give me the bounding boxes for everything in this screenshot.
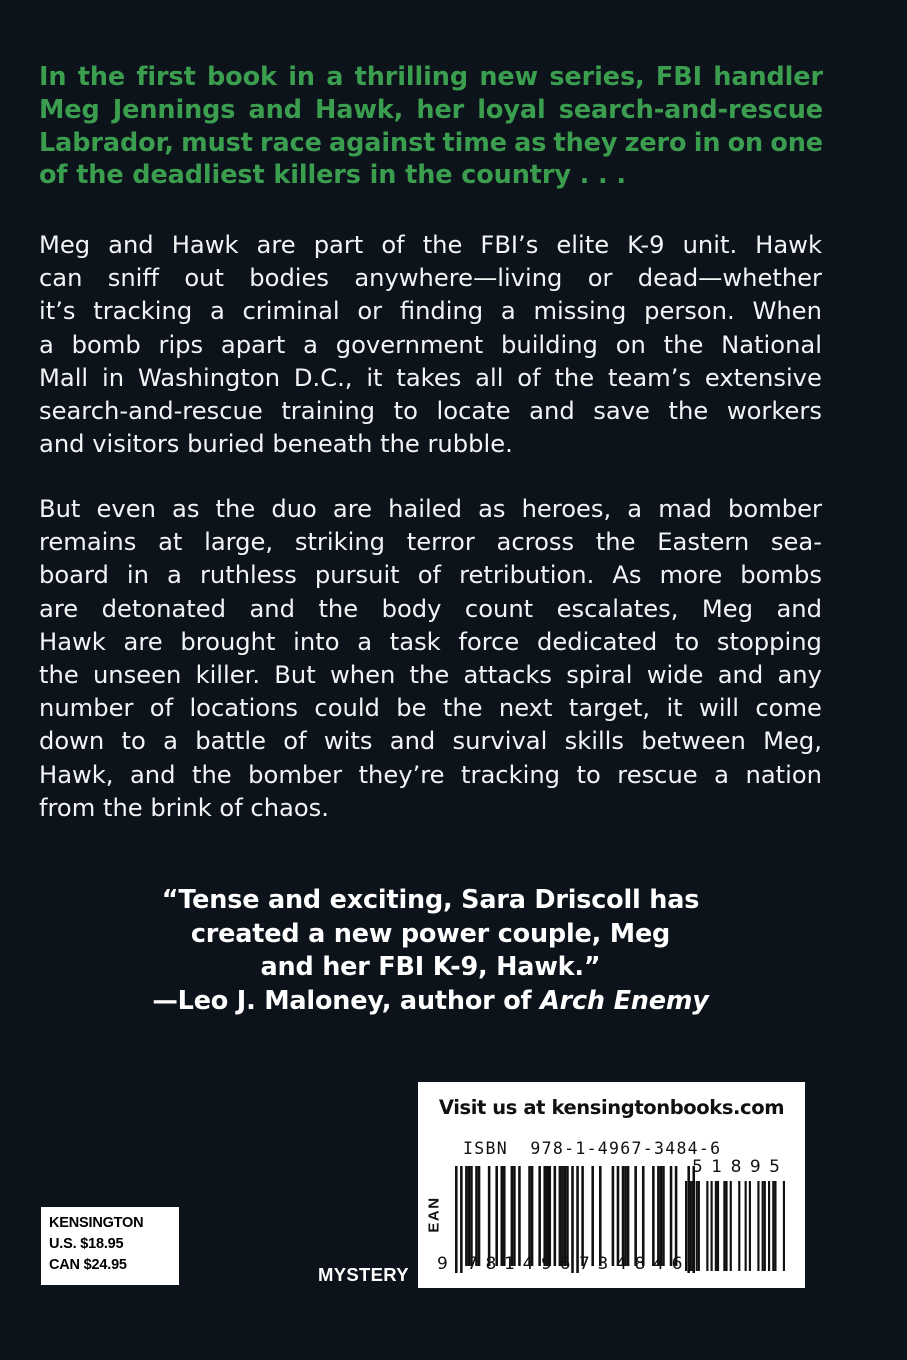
text-line — [39, 659, 822, 692]
word: As — [612, 561, 642, 590]
word: FBI — [655, 62, 702, 92]
word: a — [326, 62, 344, 92]
word: zero — [624, 127, 687, 158]
ean5-addon-barcode-bars — [685, 1181, 785, 1271]
word: nation — [745, 760, 822, 789]
word: striking — [294, 528, 386, 557]
word: number — [39, 694, 134, 723]
publisher-name: KENSINGTON — [49, 1215, 144, 1231]
word: in — [693, 127, 721, 158]
word: a — [357, 627, 373, 656]
word: book — [207, 62, 277, 92]
word: and — [529, 397, 575, 426]
word: But — [39, 495, 81, 523]
blurb-attribution — [39, 985, 822, 1019]
word: will — [699, 694, 739, 723]
word: of — [149, 694, 174, 723]
word: heroes, — [521, 495, 612, 523]
word: the — [595, 528, 636, 557]
word: K-9 — [627, 231, 665, 259]
barcode-digit: 7 — [467, 1254, 479, 1274]
word: hailed — [388, 495, 462, 523]
text-line — [39, 626, 822, 659]
word: handler — [713, 62, 823, 92]
word: a — [627, 495, 643, 523]
barcode-panel — [418, 1082, 805, 1288]
word: But — [274, 661, 316, 690]
word: a — [500, 297, 516, 326]
word: duo — [271, 495, 317, 523]
us-price: U.S. $18.95 — [49, 1236, 124, 1252]
word: tracking — [93, 297, 193, 326]
word: body — [381, 594, 442, 623]
ean-digit-group-2 — [579, 1254, 683, 1274]
word: Meg — [39, 94, 100, 125]
word: are — [123, 627, 163, 656]
word: be — [396, 694, 427, 723]
word: a — [303, 330, 318, 359]
word: Hawk — [755, 231, 822, 259]
word: in — [288, 62, 315, 92]
word: battle — [195, 727, 266, 756]
isbn-number: 978-1-4967-3484-6 — [530, 1139, 722, 1158]
word: Labrador, — [39, 127, 174, 158]
word: at — [158, 528, 183, 557]
genre-category-label: MYSTERY — [318, 1264, 409, 1285]
word: and — [129, 760, 176, 789]
ean-label: EAN — [425, 1196, 443, 1233]
word: bodies — [249, 264, 330, 293]
word: a — [39, 330, 54, 359]
word: Meg — [701, 594, 754, 623]
word: to — [121, 727, 146, 756]
word: the — [442, 694, 483, 723]
word: National — [721, 330, 822, 359]
word: come — [755, 694, 822, 723]
review-blurb — [39, 884, 822, 1018]
word: the — [191, 760, 232, 789]
barcode-digit: 1 — [711, 1157, 723, 1177]
word: D.C., — [293, 363, 353, 392]
text-line — [39, 593, 822, 626]
word: on — [727, 127, 764, 158]
word: ruthless — [199, 561, 297, 590]
word: a — [714, 760, 729, 789]
word: one — [770, 127, 823, 158]
word: the — [39, 661, 79, 690]
word: against — [329, 127, 436, 158]
word: team’s — [607, 363, 692, 392]
barcode-digit: 5 — [692, 1157, 703, 1177]
word: even — [96, 495, 156, 523]
word: remains — [39, 528, 137, 557]
word: Meg — [39, 231, 91, 259]
word: Hawk, — [315, 94, 404, 125]
word: a — [209, 297, 225, 326]
word: it’s — [39, 297, 76, 326]
text-line — [39, 493, 822, 526]
word: training — [281, 397, 376, 426]
word: Mall — [39, 363, 89, 392]
headline-line-1 — [39, 61, 823, 94]
word: as — [514, 127, 547, 158]
word: Meg, — [763, 727, 822, 756]
word: her — [416, 94, 465, 125]
ean5-addon-barcode-svg — [685, 1181, 785, 1271]
word: down — [39, 727, 105, 756]
word: the — [554, 363, 595, 392]
isbn-label: ISBN — [463, 1139, 508, 1158]
word: bomber — [728, 495, 822, 523]
word: FBI’s — [480, 231, 539, 259]
word: target, — [568, 694, 651, 723]
word: Eastern — [657, 528, 750, 557]
word: extensive — [704, 363, 822, 392]
word: locate — [436, 397, 511, 426]
ean-lead-digit: 9 — [437, 1254, 449, 1274]
word: as — [172, 495, 200, 523]
ean13-human-readable-digits — [437, 1254, 699, 1278]
word: of — [283, 727, 307, 756]
can-price: CAN $24.95 — [49, 1257, 127, 1273]
word: Jennings — [112, 94, 236, 125]
word: part — [313, 231, 364, 259]
word: and — [389, 727, 436, 756]
publisher-website: Visit us at kensingtonbooks.com — [438, 1096, 785, 1119]
headline-tagline — [39, 61, 823, 192]
word: dedicated — [537, 627, 658, 656]
word: more — [659, 561, 723, 590]
word: large, — [204, 528, 274, 557]
word: must — [181, 127, 253, 158]
word: all — [475, 363, 504, 392]
text-line — [39, 329, 822, 362]
word: search-and-rescue — [558, 94, 823, 125]
barcode-digit: 9 — [749, 1157, 761, 1177]
headline-line-4: of the deadliest killers in the country . . . — [39, 160, 626, 191]
word: in — [126, 561, 149, 590]
word: locations — [189, 694, 299, 723]
word: thrilling — [354, 62, 469, 92]
word: new — [479, 62, 539, 92]
word: are — [332, 495, 373, 523]
word: next — [498, 694, 553, 723]
word: when — [329, 661, 396, 690]
word: loyal — [477, 94, 546, 125]
word: race — [260, 127, 322, 158]
word: the — [409, 661, 450, 690]
synopsis-paragraph-1 — [39, 229, 822, 461]
blurb-line-1: “Tense and exciting, Sara Driscoll has — [161, 885, 700, 915]
word: rips — [158, 330, 204, 359]
word: Hawk, — [39, 760, 114, 789]
word: stopping — [716, 627, 822, 656]
word: the — [318, 594, 359, 623]
text-line — [39, 559, 822, 592]
word: wits — [323, 727, 373, 756]
text-line — [39, 295, 822, 328]
word: unseen — [92, 661, 182, 690]
word: and — [249, 594, 295, 623]
word: are — [256, 231, 296, 259]
word: a — [163, 727, 178, 756]
word: of — [381, 231, 405, 259]
headline-line-2 — [39, 94, 823, 127]
headline-line-3 — [39, 127, 823, 160]
word: they’re — [358, 760, 445, 789]
text-line — [39, 692, 822, 725]
text-line — [39, 229, 822, 262]
barcode-digit: 1 — [504, 1254, 516, 1274]
barcode-digit: 6 — [559, 1254, 571, 1274]
word: In — [39, 62, 67, 92]
text-line — [39, 526, 822, 559]
blurb-line-2: created a new power couple, Meg — [190, 918, 671, 949]
word: bombs — [740, 561, 822, 590]
text-line: and visitors buried beneath the rubble. — [39, 430, 513, 459]
word: search-and-rescue — [39, 397, 263, 426]
word: the — [422, 231, 463, 259]
word: force — [458, 627, 520, 656]
word: into — [293, 627, 340, 656]
ean-digit-group-1 — [467, 1254, 571, 1274]
word: to — [674, 627, 700, 656]
word: detonated — [101, 594, 226, 623]
barcode-digit: 4 — [522, 1254, 534, 1274]
word: elite — [556, 231, 610, 259]
word: survival — [452, 727, 548, 756]
word: skills — [564, 727, 624, 756]
word: and — [248, 94, 302, 125]
text-line: from the brink of chaos. — [39, 793, 329, 822]
word: attacks — [463, 661, 553, 690]
ean5-addon-digits — [692, 1157, 780, 1177]
word: the — [668, 397, 709, 426]
word: out — [184, 264, 224, 293]
barcode-digit: 8 — [485, 1254, 497, 1274]
word: Washington — [137, 363, 281, 392]
barcode-digit: 5 — [769, 1157, 780, 1177]
barcode-digit: 6 — [671, 1254, 683, 1274]
word: and — [776, 594, 822, 623]
word: workers — [726, 397, 822, 426]
word: Hawk — [171, 231, 239, 259]
word: brought — [180, 627, 276, 656]
word: of — [517, 363, 541, 392]
barcode-digit: 3 — [597, 1254, 609, 1274]
word: are — [39, 594, 79, 623]
word: building — [501, 330, 598, 359]
word: When — [752, 297, 822, 326]
word: and — [108, 231, 154, 259]
word: the — [77, 62, 126, 92]
word: bomber — [248, 760, 343, 789]
word: person. — [644, 297, 735, 326]
word: terror — [406, 528, 475, 557]
word: anywhere—living — [354, 264, 563, 293]
word: could — [314, 694, 380, 723]
word: time — [442, 127, 507, 158]
word: rescue — [617, 760, 698, 789]
word: sniff — [107, 264, 160, 293]
word: it — [366, 363, 383, 392]
word: apart — [220, 330, 286, 359]
word: and — [717, 661, 764, 690]
word: it — [666, 694, 683, 723]
word: Hawk — [39, 627, 106, 656]
word: of — [417, 561, 442, 590]
publisher-price-box — [41, 1207, 179, 1285]
word: on — [615, 330, 646, 359]
word: killer. — [195, 661, 261, 690]
word: a — [167, 561, 182, 590]
word: or — [357, 297, 383, 326]
barcode-digit: 8 — [730, 1157, 742, 1177]
word: first — [136, 62, 196, 92]
barcode-digit: 7 — [579, 1254, 591, 1274]
barcode-digit: 4 — [653, 1254, 665, 1274]
text-line — [39, 262, 822, 295]
barcode-digit: 8 — [634, 1254, 646, 1274]
word: government — [335, 330, 484, 359]
blurb-line-3: and her FBI K-9, Hawk.” — [260, 952, 601, 982]
word: the — [215, 495, 256, 523]
word: mad — [658, 495, 712, 523]
word: unit. — [682, 231, 738, 259]
word: missing — [533, 297, 627, 326]
word: any — [777, 661, 822, 690]
word: to — [576, 760, 601, 789]
text-line — [39, 362, 822, 395]
word: in — [101, 363, 125, 392]
word: pursuit — [314, 561, 400, 590]
word: criminal — [242, 297, 340, 326]
word: as — [478, 495, 506, 523]
word: save — [593, 397, 650, 426]
word: takes — [396, 363, 462, 392]
word: board — [39, 561, 109, 590]
word: series, — [549, 62, 645, 92]
synopsis-paragraph-2 — [39, 493, 822, 825]
word: bomb — [71, 330, 141, 359]
text-line — [39, 725, 822, 758]
barcode-digit: 9 — [541, 1254, 553, 1274]
barcode-digit: 4 — [616, 1254, 628, 1274]
word: retribution. — [459, 561, 595, 590]
text-line — [39, 759, 822, 792]
word: across — [496, 528, 575, 557]
word: the — [663, 330, 704, 359]
text-line — [39, 395, 822, 428]
word: task — [389, 627, 441, 656]
word: they — [553, 127, 618, 158]
word: finding — [399, 297, 484, 326]
word: or — [587, 264, 613, 293]
blurb-attribution-author: —Leo J. Maloney, author of — [152, 985, 541, 1016]
word: escalates, — [556, 594, 679, 623]
word: spiral — [566, 661, 633, 690]
word: can — [39, 264, 83, 293]
blurb-attribution-title: Arch Enemy — [540, 985, 709, 1016]
word: tracking — [461, 760, 561, 789]
word: wide — [646, 661, 704, 690]
word: to — [393, 397, 418, 426]
isbn-text — [463, 1139, 721, 1158]
word: sea- — [770, 528, 822, 557]
word: between — [641, 727, 746, 756]
word: dead—whether — [637, 264, 822, 293]
word: count — [464, 594, 534, 623]
